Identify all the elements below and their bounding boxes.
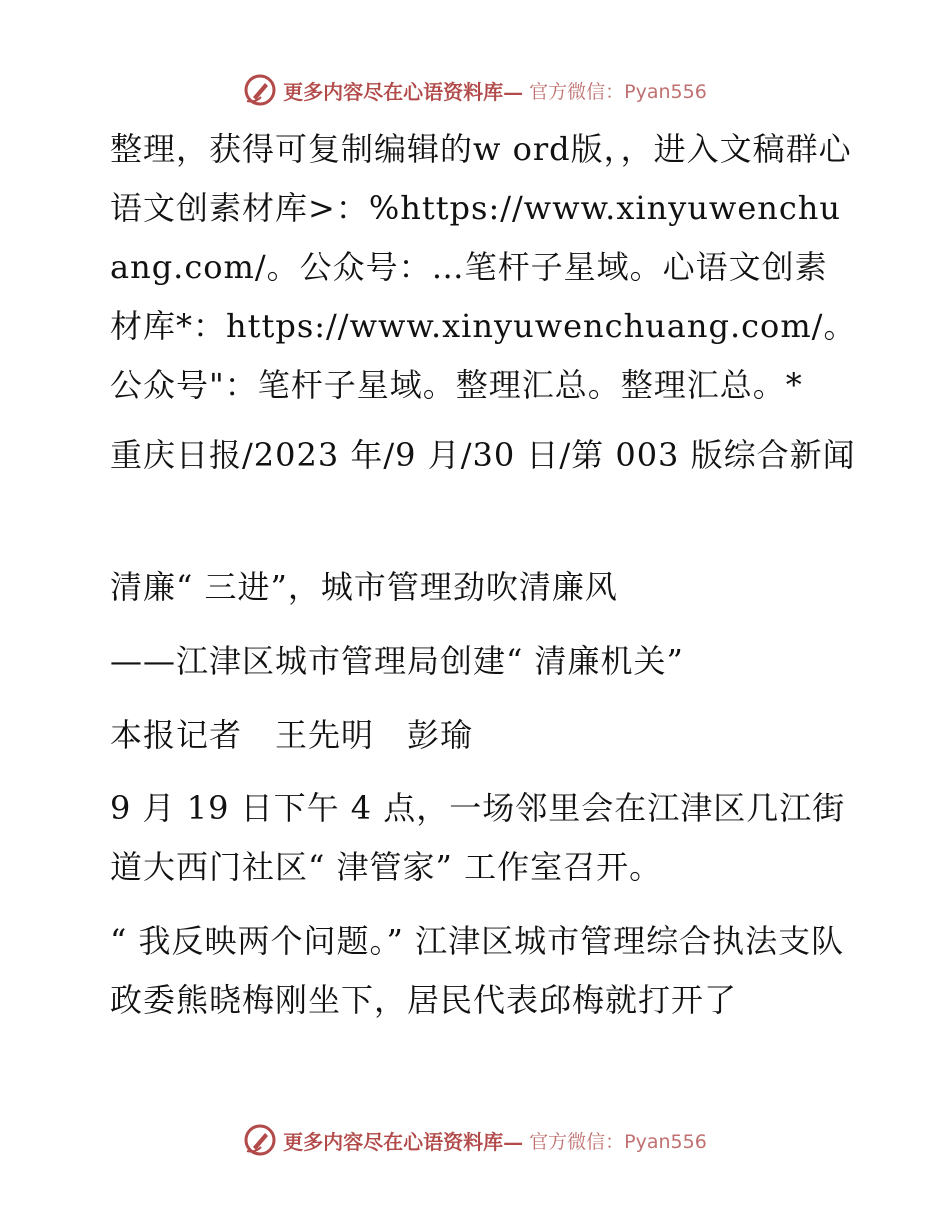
- article-title: 清廉“ 三进”，城市管理劲吹清廉风: [110, 568, 618, 606]
- article-title-block: [98, 558, 858, 617]
- article-subtitle-block: [98, 632, 858, 691]
- watermark-suffix-text: 官方微信：Pyan556: [529, 80, 707, 103]
- intro-paragraph: 整理，获得可复制编辑的w ord版，，进入文稿群心语文创素材库>：%https://www.xinyuwenchuang.com/。公众号：…笔杆子星域。心语文创素材库*：https://www.xinyuwenchuang.com/。公众号"：笔杆子星域。整理汇总。整理汇总。*: [110, 130, 857, 404]
- article-byline: 本报记者 王先明 彭瑜: [110, 716, 474, 754]
- watermark-suffix-text: 官方微信：Pyan556: [529, 1130, 707, 1153]
- source-line: 重庆日报/2023 年/9 月/30 日/第 003 版综合新闻: [110, 436, 856, 474]
- watermark-header: [0, 70, 950, 110]
- watermark-footer: [0, 1120, 950, 1160]
- article-subtitle: ——江津区城市管理局创建“ 清廉机关”: [110, 642, 684, 680]
- pen-logo-icon: [243, 73, 277, 107]
- watermark-main-text: 更多内容尽在心语资料库—: [283, 79, 524, 104]
- watermark-main-text: 更多内容尽在心语资料库—: [283, 1129, 524, 1154]
- article-source-block: [98, 426, 858, 485]
- paragraph-2: “ 我反映两个问题。” 江津区城市管理综合执法支队政委熊晓梅刚坐下，居民代表邱梅就打开了: [110, 922, 845, 1019]
- article-byline-block: [98, 706, 858, 765]
- article-body: [98, 120, 858, 415]
- article-para2-block: [98, 912, 858, 1030]
- article-para1-block: [98, 779, 858, 897]
- paragraph-1: 9 月 19 日下午 4 点，一场邻里会在江津区几江街道大西门社区“ 津管家” 工作室召开。: [110, 789, 846, 886]
- pen-logo-icon: [243, 1123, 277, 1157]
